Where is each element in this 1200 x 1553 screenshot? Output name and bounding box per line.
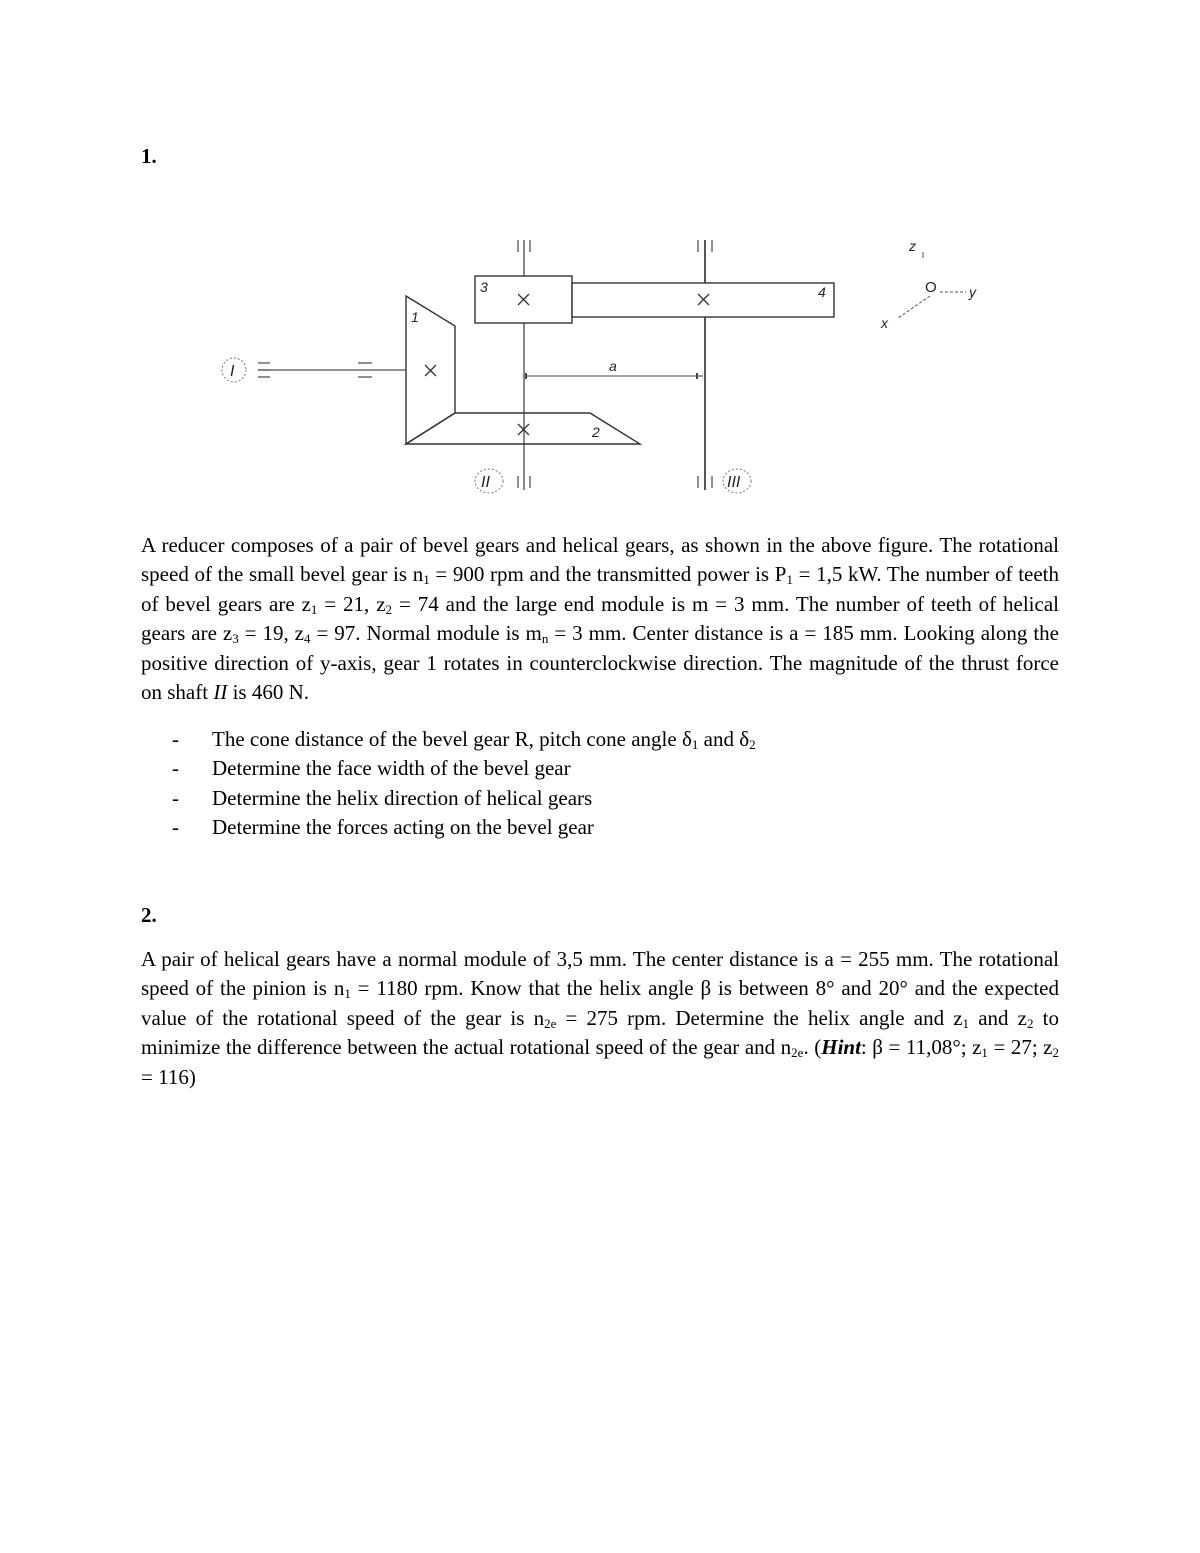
axis-x-label: x: [881, 315, 888, 331]
list-item: - Determine the face width of the bevel gear: [172, 756, 571, 781]
gear-3-label: 3: [480, 279, 488, 295]
shaft-3-label: III: [727, 474, 741, 491]
hint-label: Hint: [821, 1035, 861, 1060]
list-item: - The cone distance of the bevel gear R, pitch cone angle $\delta_1$ and $\delta_2$: [172, 727, 756, 752]
question-2-number: 2.: [141, 903, 157, 927]
question-1-number: 1.: [141, 144, 157, 168]
list-item: - Determine the helix direction of helical gears: [172, 785, 593, 810]
axis-origin-label: O: [925, 279, 937, 296]
gear-reducer-diagram: [200, 225, 1000, 510]
list-item: - Determine the forces acting on the bevel gear: [172, 815, 594, 840]
question-2-text: A pair of helical gears have a normal module of 3,5 mm. The center distance is a = 255 mm. The rotational speed of the pinion is $n_1 = 1180$ rpm. Know that the helix angle β is between 8° and 20° and the expected value of the rotational speed of the gear is $n_{2e} = 275$ rpm. Determine the helix angle and $z_1$ and $z_2$ to minimize the difference between the actual rotational speed of the gear and $n_{2e}$. (Hint: β = 11,08°; $z_1 = 27$; $z_2 = 116$): [141, 947, 1060, 1089]
gear-2-label: 2: [592, 424, 600, 440]
center-distance-label: a: [609, 358, 617, 374]
question-1-text: A reducer composes of a pair of bevel gears and helical gears, as shown in the above figure. The rotational speed of the small bevel gear is $n_1 = 900$ rpm and the transmitted power is $P_1 = 1,5$ kW. The number of teeth of bevel gears are $z_1 = 21$, $z_2 = 74$ and the large end module is m = 3 mm. The number of teeth of helical gears are $z_3 = 19$, $z_4 = 97$. Normal module is $m_n = 3$ mm. Center distance is a = 185 mm. Looking along the positive direction of y-axis, gear 1 rotates in counterclockwise direction. The magnitude of the thrust force on shaft II is 460 N.: [141, 533, 1060, 705]
shaft-2-label: II: [481, 474, 490, 491]
question-1-task-list: [172, 725, 756, 843]
shaft-1-label: I: [230, 363, 235, 380]
gear-4-label: 4: [818, 284, 826, 300]
axis-y-label: y: [969, 284, 976, 300]
gear-1-label: 1: [411, 309, 419, 325]
axis-z-label: z: [909, 238, 916, 254]
